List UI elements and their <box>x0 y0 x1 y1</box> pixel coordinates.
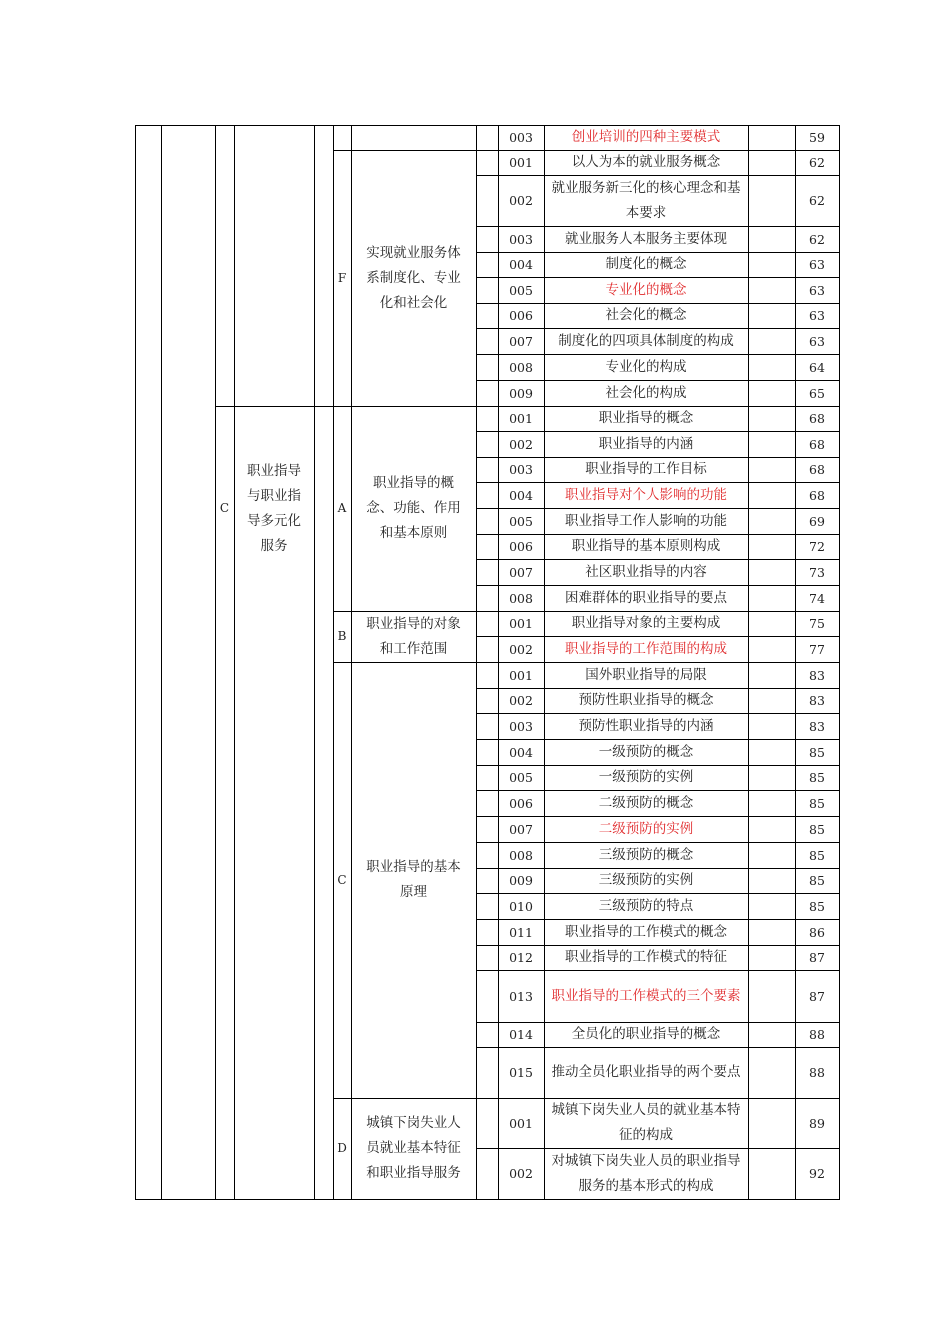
item-page: 83 <box>809 667 825 683</box>
item-code: 002 <box>509 193 533 208</box>
item-text: 三级预防的特点 <box>598 897 694 914</box>
item-code: 011 <box>509 924 533 940</box>
item-code: 001 <box>509 155 533 170</box>
item-text: 一级预防的概念 <box>598 743 694 760</box>
module-letter: C <box>219 501 230 515</box>
item-page: 85 <box>809 795 825 811</box>
item-page: 63 <box>809 333 825 349</box>
item-code: 002 <box>509 1166 533 1181</box>
group-title: 城镇下岗失业人员就业基本特征和职业指导服务 <box>366 1115 461 1181</box>
item-code: 009 <box>509 385 533 401</box>
item-code: 006 <box>509 539 533 554</box>
item-text: 三级预防的概念 <box>598 846 694 863</box>
grid-line <box>476 1199 839 1200</box>
item-page: 64 <box>809 359 825 375</box>
grid-line <box>234 125 235 1200</box>
item-text: 职业指导的工作范围的构成 <box>565 640 727 657</box>
item-text: 社会化的概念 <box>605 307 687 323</box>
item-page: 63 <box>809 282 825 298</box>
item-text: 推动全员化职业指导的两个要点 <box>551 1064 741 1080</box>
item-code: 003 <box>509 462 533 477</box>
item-code: 002 <box>509 693 533 708</box>
item-page: 63 <box>809 257 825 272</box>
item-text: 制度化的概念 <box>605 256 687 272</box>
item-page: 59 <box>809 130 825 145</box>
item-code: 002 <box>509 436 533 452</box>
item-text: 职业指导的内涵 <box>598 435 694 452</box>
item-code: 003 <box>509 130 533 145</box>
item-code: 007 <box>509 333 533 349</box>
group-title: 职业指导的基本原理 <box>366 859 461 900</box>
item-code: 005 <box>509 513 533 529</box>
item-text: 对城镇下岗失业人员的职业指导服务的基本形式的构成 <box>551 1152 741 1194</box>
item-page: 62 <box>809 231 825 247</box>
group-title: 实现就业服务体系制度化、专业化和社会化 <box>366 244 461 311</box>
item-code: 005 <box>509 282 533 298</box>
item-code: 015 <box>509 1065 533 1080</box>
item-page: 88 <box>809 1065 825 1080</box>
item-code: 005 <box>509 770 533 785</box>
grid-line <box>161 125 162 1200</box>
group-letter: A <box>337 501 347 515</box>
item-page: 72 <box>809 539 825 554</box>
item-page: 74 <box>809 590 825 606</box>
item-text: 城镇下岗失业人员的就业基本特征的构成 <box>551 1102 741 1143</box>
item-page: 85 <box>809 898 825 914</box>
item-text: 困难群体的职业指导的要点 <box>565 589 727 606</box>
group-letter: F <box>337 270 347 285</box>
item-page: 63 <box>809 308 825 323</box>
item-code: 006 <box>509 795 533 811</box>
item-code: 009 <box>509 873 533 888</box>
item-text: 职业指导的工作模式的概念 <box>565 923 727 940</box>
item-text: 以人为本的就业服务概念 <box>571 154 721 170</box>
item-text: 职业指导的工作模式的特征 <box>565 949 727 965</box>
item-text: 专业化的概念 <box>605 281 687 298</box>
item-page: 88 <box>809 1027 825 1042</box>
item-text: 职业指导工作人影响的功能 <box>565 512 727 529</box>
item-code: 007 <box>509 821 533 837</box>
grid-line <box>314 125 315 1200</box>
item-text: 职业指导的工作目标 <box>585 461 707 477</box>
item-code: 001 <box>509 616 533 631</box>
item-page: 65 <box>809 385 825 401</box>
item-text: 职业指导对象的主要构成 <box>571 615 721 631</box>
item-code: 014 <box>509 1027 533 1042</box>
item-code: 008 <box>509 847 533 863</box>
item-page: 83 <box>809 693 825 708</box>
group-title: 职业指导的概念、功能、作用和基本原则 <box>366 475 461 541</box>
item-text: 二级预防的概念 <box>598 794 694 811</box>
grid-line <box>135 125 136 1200</box>
item-page: 69 <box>809 513 825 529</box>
item-page: 85 <box>809 847 825 863</box>
item-page: 89 <box>809 1115 825 1131</box>
item-code: 006 <box>509 308 533 323</box>
item-code: 007 <box>509 564 533 580</box>
item-code: 013 <box>509 988 533 1004</box>
item-page: 62 <box>809 193 825 208</box>
item-text: 预防性职业指导的内涵 <box>578 717 714 734</box>
item-page: 68 <box>809 462 825 477</box>
item-text: 预防性职业指导的概念 <box>578 692 714 708</box>
item-code: 001 <box>509 1115 533 1131</box>
module-title: 职业指导与职业指导多元化服务 <box>247 462 301 554</box>
item-text: 全员化的职业指导的概念 <box>571 1026 721 1042</box>
item-page: 86 <box>809 924 825 940</box>
item-page: 68 <box>809 487 825 503</box>
item-code: 008 <box>509 359 533 375</box>
item-code: 008 <box>509 590 533 606</box>
item-text: 社区职业指导的内容 <box>585 563 707 580</box>
item-page: 85 <box>809 770 825 785</box>
item-text: 国外职业指导的局限 <box>585 666 707 683</box>
item-text: 创业培训的四种主要模式 <box>571 129 721 145</box>
item-code: 002 <box>509 641 533 657</box>
item-text: 一级预防的实例 <box>598 769 694 785</box>
item-page: 73 <box>809 564 825 580</box>
item-page: 68 <box>809 411 825 426</box>
item-page: 77 <box>809 641 825 657</box>
item-code: 004 <box>509 487 533 503</box>
item-page: 68 <box>809 436 825 452</box>
item-code: 003 <box>509 231 533 247</box>
item-text: 二级预防的实例 <box>598 820 694 837</box>
item-text: 就业服务新三化的核心理念和基本要求 <box>551 179 741 221</box>
item-page: 85 <box>809 873 825 888</box>
item-code: 004 <box>509 744 533 760</box>
group-letter: B <box>337 629 347 643</box>
item-text: 社会化的构成 <box>605 384 687 401</box>
item-text: 三级预防的实例 <box>598 872 694 888</box>
item-text: 职业指导的概念 <box>598 410 694 426</box>
item-text: 职业指导的基本原则构成 <box>571 538 721 554</box>
item-code: 001 <box>509 667 533 683</box>
item-page: 85 <box>809 821 825 837</box>
item-text: 制度化的四项具体制度的构成 <box>558 332 734 349</box>
grid-line <box>215 125 216 1200</box>
item-page: 92 <box>809 1166 825 1181</box>
item-text: 职业指导对个人影响的功能 <box>565 486 727 503</box>
group-letter: D <box>337 1141 347 1155</box>
item-code: 010 <box>509 898 533 914</box>
item-text: 专业化的构成 <box>605 358 687 375</box>
item-page: 85 <box>809 744 825 760</box>
item-code: 012 <box>509 950 533 965</box>
grid-line <box>839 125 840 1200</box>
item-code: 001 <box>509 411 533 426</box>
item-page: 87 <box>809 988 825 1004</box>
group-title: 职业指导的对象和工作范围 <box>366 615 461 657</box>
item-page: 62 <box>809 155 825 170</box>
item-page: 87 <box>809 950 825 965</box>
item-text: 职业指导的工作模式的三个要素 <box>551 987 741 1004</box>
group-letter: C <box>337 872 347 887</box>
item-page: 75 <box>809 616 825 631</box>
item-page: 83 <box>809 718 825 734</box>
item-code: 003 <box>509 718 533 734</box>
item-code: 004 <box>509 257 533 272</box>
item-text: 就业服务人本服务主要体现 <box>565 230 727 247</box>
